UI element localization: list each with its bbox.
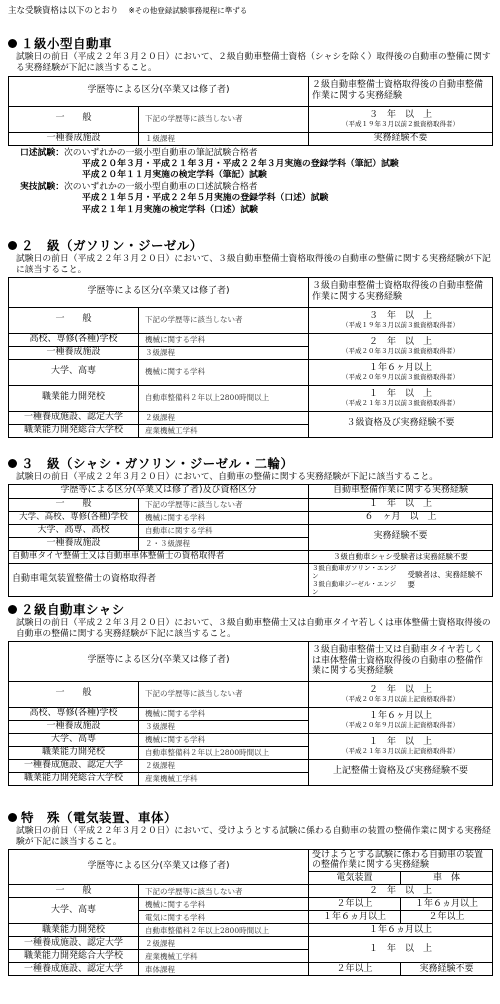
table-row: 大学、高校、専修(各種)学校 機械に関する学科 ６ ヶ月 以 上: [9, 511, 493, 524]
table-row: 大学、高専 機械に関する学科 １年６ヶ月以上 （平成２０年９月以前３級資格取得者）: [9, 359, 493, 385]
requirements-table: [8, 277, 493, 438]
table-header-left: 学歴等による区分(卒業又は修了者): [9, 277, 309, 307]
section-description: 試験日の前日（平成２２年３月２０日）において、受けようとする試験に係わる自動車の装置の整備作業に関する実務経験が下記に該当すること。: [16, 825, 491, 847]
table-row: 自動車タイヤ整備士又は自動車車体整備士の資格取得者 ３級自動車シャシ受験者は実務経験不要: [9, 550, 493, 563]
table-row: 高校、専修(各種)学校 機械に関する学科 ２ 年 以 上 （平成２０年３月以前３級資格取得者）: [9, 333, 493, 346]
table-row: 一 般 下記の学歴等に該当しない者 ２ 年 以 上 （平成２０年３月以前上記資格取得者）: [9, 681, 493, 707]
table-row: 一 般 下記の学歴等に該当しない者 ３ 年 以 上 （平成１９年３月以前２級資格取得者）: [9, 106, 493, 132]
table-row: 高校、専修(各種)学校 機械に関する学科 １年６ヶ月以上 （平成２０年９月以前上記資格取得者）: [9, 707, 493, 720]
section-3kyu: [8, 456, 492, 597]
table-header-right: ３級自動車整備士又は自動車タイヤ若しくは車体整備士資格取得後の自動車の整備作業に関する実務経験: [309, 641, 493, 681]
table-header-body: 車 体: [401, 872, 493, 885]
table-row: 一種養成施設 １級課程 実務経験不要: [9, 132, 493, 145]
table-header-electric: 電気装置: [309, 872, 401, 885]
section-tokushu: [8, 810, 492, 976]
section-2kyu-chassis: [8, 602, 492, 786]
table-row: 一種養成施設、認定大学 ２級課程 上記整備士資格及び実務経験不要: [9, 759, 493, 772]
table-row: 一 般 下記の学歴等に該当しない者 ３ 年 以 上 （平成１９年３月以前３級資格取得者）: [9, 307, 493, 333]
table-row: 自動車電気装置整備士の資格取得者 ３級自動車ガソリン・エンジン ３級自動車ジーゼル・エンジン 受験者は、実務経験不要: [9, 563, 493, 597]
table-header-right: 受けようとする試験に係わる自動車の装置の整備作業に関する実務経験: [309, 849, 493, 872]
requirements-table: [8, 849, 493, 977]
table-header-right: ３級自動車整備士資格取得後の自動車整備作業に関する実務経験: [309, 277, 493, 307]
table-row: 職業能力開発校 自動車整備科２年以上2800時間以上 １ 年 以 上 （平成２１年３月以前３級資格取得者）: [9, 385, 493, 411]
requirements-table: [8, 484, 493, 598]
table-row: 一種養成施設、認定大学 ２級課程 ３級資格及び実務経験不要: [9, 411, 493, 424]
table-row: 職業能力開発校 自動車整備科２年以上2800時間以上 １年６ヵ月以上: [9, 924, 493, 937]
requirements-table: [8, 76, 493, 146]
bullet-icon: [8, 241, 17, 250]
table-row: 電気に関する学科 １年６ヵ月以上 ２年以上: [9, 911, 493, 924]
intro-line: [8, 6, 247, 17]
intro-note: ※その他登録試験事務規程に準ずる: [128, 6, 248, 15]
bullet-icon: [8, 813, 17, 822]
section-description: 試験日の前日（平成２２年３月２０日）において、３級自動車整備士資格取得後の自動車の整備に関する実務経験が下記に該当すること。: [16, 253, 491, 275]
table-header-left: 学歴等による区分(卒業又は修了者): [9, 76, 309, 106]
exam-conditions: 口述試験：次のいずれかの一級小型自動車の筆記試験合格者 平成２０年３月・平成２１年３月・平成２２年３月実施の登録学科（筆記）試験 平成２０年１１月実施の検定学科（筆記）試験 実技試験：次のいずれかの一級小型自動車の口述試験合格者 平成２１年５月・平成２２年５月実施の登録学科（口述）試験 平成２１年１月実施の検定学科（口述）試験: [20, 147, 399, 215]
table-header-left: 学歴等による区分(卒業又は修了者)及び資格区分: [9, 484, 309, 498]
section-heading: ２級自動車シャシ: [8, 602, 492, 618]
table-header-left: 学歴等による区分(卒業又は修了者): [9, 641, 309, 681]
table-row: 一 般 下記の学歴等に該当しない者 ２ 年 以 上: [9, 885, 493, 898]
table-header-right: ２級自動車整備士資格取得後の自動車整備作業に関する実務経験: [309, 76, 493, 106]
table-row: 一 般 下記の学歴等に該当しない者 １ 年 以 上: [9, 498, 493, 511]
table-row: 一種養成施設、認定大学 ２級課程 １ 年 以 上: [9, 937, 493, 950]
section-1kyu-kogata: [8, 36, 492, 216]
table-header-left: 学歴等による区分(卒業又は修了者): [9, 849, 309, 885]
table-row: 職業能力開発総合大学校 産業機械工学科: [9, 772, 493, 785]
section-description: 試験日の前日（平成２２年３月２０日）において、２級自動車整備士資格（シャシを除く）取得後の自動車の整備に関する実務経験が下記に該当すること。: [16, 51, 491, 73]
table-row: 職業能力開発総合大学校 産業機械工学科: [9, 424, 493, 437]
table-row: 大学、高専 機械に関する学科 ２年以上 １年６ヵ月以上: [9, 898, 493, 911]
table-row: 職業能力開発校 自動車整備科２年以上2800時間以上: [9, 746, 493, 759]
section-heading: ３ 級（シャシ・ガソリン・ジーゼル・二輪）: [8, 456, 492, 472]
bullet-icon: [8, 39, 17, 48]
bullet-icon: [8, 605, 17, 614]
table-row: 一種養成施設 ３級課程: [9, 346, 493, 359]
table-row: 大学、高専、高校 自動車に関する学科 実務経験不要: [9, 524, 493, 537]
bullet-icon: [8, 459, 17, 468]
table-row: 一種養成施設 ３級課程: [9, 720, 493, 733]
section-description: 試験日の前日（平成２２年３月２０日）において、自動車の整備に関する実務経験が下記に該当すること。: [16, 471, 439, 482]
table-row: 職業能力開発総合大学校 産業機械工学科: [9, 950, 493, 963]
intro-text: 主な受験資格は以下のとおり: [8, 6, 119, 16]
section-heading: ２ 級（ガソリン・ジーゼル）: [8, 238, 492, 254]
section-heading: １級小型自動車: [8, 36, 492, 52]
table-row: 大学、高専 機械に関する学科 １ 年 以 上 （平成２１年３月以前上記資格取得者）: [9, 733, 493, 746]
table-row: 一種養成施設 ２・３級課程: [9, 537, 493, 550]
section-2kyu-gasoline-diesel: [8, 238, 492, 438]
section-description: 試験日の前日（平成２２年３月２０日）において、３級自動車整備士又は自動車タイヤ若しくは車体整備士資格取得後の自動車の整備に関する実務経験が下記に該当すること。: [16, 617, 491, 639]
table-row: 一種養成施設、認定大学 車体課程 ２年以上 実務経験不要: [9, 963, 493, 976]
table-header-right: 自動車整備作業に関する実務経験: [309, 484, 493, 498]
section-heading: 特 殊（電気装置、車体）: [8, 810, 492, 826]
requirements-table: [8, 641, 493, 786]
